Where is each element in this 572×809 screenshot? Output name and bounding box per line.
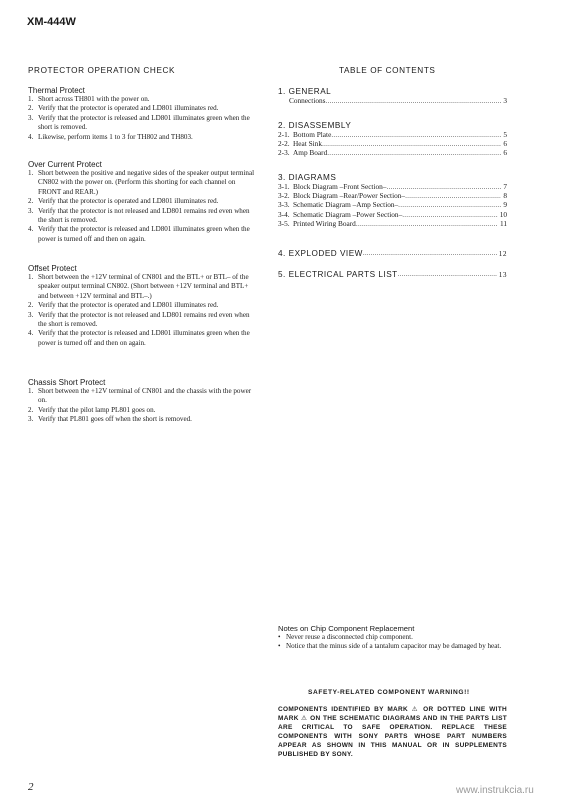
list-item: 4. Verify that the protector is released and LD801 illuminates green when the power is turned off and then on again. — [28, 329, 250, 347]
toc-entry[interactable]: 3-3. Schematic Diagram –Amp Section– ..... 9 — [278, 200, 507, 209]
list-item: 1. Short across TH801 with the power on. — [28, 95, 150, 103]
section-heading: Offset Protect — [28, 264, 77, 273]
toc-general — [278, 87, 507, 105]
list-item: 2. Verify that the protector is operated and LD801 illuminates red. — [28, 104, 219, 113]
toc-entry[interactable]: 2-2. Heat Sink ..... 6 — [278, 139, 507, 148]
toc-entry[interactable]: 2-3. Amp Board ..... 6 — [278, 148, 507, 157]
toc-entry-connections[interactable]: Connections ..... 3 — [278, 96, 507, 105]
list-item: 2. Verify that the protector is operated and LD801 illuminates red. — [28, 301, 219, 310]
list-item: 4. Verify that the protector is released and LD801 illuminates green when the power is turned off and then on again. — [28, 225, 250, 243]
toc-title: TABLE OF CONTENTS — [339, 66, 436, 75]
section-heading: Chassis Short Protect — [28, 378, 106, 387]
list-item: 3. Verify that PL801 goes off when the short is removed. — [28, 415, 192, 424]
warning-text: COMPONENTS IDENTIFIED BY MARK ⚠ OR DOTTED LINE WITH MARK ⚠ ON THE SCHEMATIC DIAGRAMS AND IN THE PARTS LIST ARE CRITICAL TO SAFE OPERATION. REPLACE THESE COMPONENTS WITH SONY PARTS WHOSE PART NUMBERS APPEAR AS SHOWN IN THIS MANUAL OR IN SUPPLEMENTS PUBLISHED BY SONY. — [278, 706, 507, 758]
section-heading: Thermal Protect — [28, 86, 85, 95]
list-item: 4. Likewise, perform items 1 to 3 for TH802 and TH803. — [28, 132, 193, 141]
protector-section-thermal — [28, 86, 259, 142]
chip-notes — [278, 624, 507, 652]
toc-entry[interactable]: 3-1. Block Diagram –Front Section– ..... 7 — [278, 182, 507, 191]
toc-entry[interactable]: 2-1. Bottom Plate ..... 5 — [278, 130, 507, 139]
page-number: 2 — [28, 781, 34, 793]
list-item: 1. Short between the +12V terminal of CN801 and the BTL+ or BTL– of the speaker output terminal CN802. (Short between +12V terminal and BTL+ and between +12V terminal and BTL–.) — [28, 273, 249, 300]
protector-title: PROTECTOR OPERATION CHECK — [28, 66, 176, 75]
toc-entry[interactable]: 3-2. Block Diagram –Rear/Power Section– ..... 8 — [278, 191, 507, 200]
toc-entry[interactable]: 3-5. Printed Wiring Board ..... 11 — [278, 219, 507, 228]
list-item: 3. Verify that the protector is released and LD801 illuminates green when the short is removed. — [28, 113, 250, 132]
list-item: 3. Verify that the protector is not released and LD801 remains red even when the short is removed. — [28, 206, 250, 225]
list-item: • Never reuse a disconnected chip component. — [278, 633, 507, 642]
toc-heading: 2. DISASSEMBLY — [278, 121, 352, 130]
list-item: 1. Short between the +12V terminal of CN801 and the chassis with the power on. — [28, 387, 252, 405]
list-item: 1. Short between the positive and negative sides of the speaker output terminal CN802 with the power on. (Perform this shorting for each channel on FRONT and REAR.) — [28, 169, 255, 196]
watermark: www.instrukcia.ru — [456, 785, 534, 796]
protector-section-offset — [28, 264, 259, 348]
list-item: 2. Verify that the protector is operated and LD801 illuminates red. — [28, 197, 219, 206]
warning-title: SAFETY-RELATED COMPONENT WARNING!! — [308, 689, 470, 696]
section-heading: Over Current Protect — [28, 160, 102, 169]
list-item: 3. Verify that the protector is not released and LD801 remains red even when the short is removed. — [28, 310, 250, 329]
toc-heading: 1. GENERAL — [278, 87, 332, 96]
list-item: 2. Verify that the pilot lamp PL801 goes on. — [28, 405, 156, 414]
toc-diagrams — [278, 173, 507, 228]
toc-heading: 3. DIAGRAMS — [278, 173, 337, 182]
toc-disassembly — [278, 121, 507, 158]
toc-entry[interactable]: 3-4. Schematic Diagram –Power Section– ..... 10 — [278, 210, 507, 219]
toc-entry-electrical-parts-list[interactable]: 5. ELECTRICAL PARTS LIST ..... 13 — [278, 270, 507, 279]
protector-section-chassis — [28, 378, 259, 425]
protector-section-over-current — [28, 160, 259, 244]
notes-title: Notes on Chip Component Replacement — [278, 624, 415, 633]
model-name: XM-444W — [27, 16, 76, 28]
list-item: • Notice that the minus side of a tantalum capacitor may be damaged by heat. — [278, 642, 507, 651]
toc-entry-exploded-view[interactable]: 4. EXPLODED VIEW ..... 12 — [278, 249, 507, 258]
